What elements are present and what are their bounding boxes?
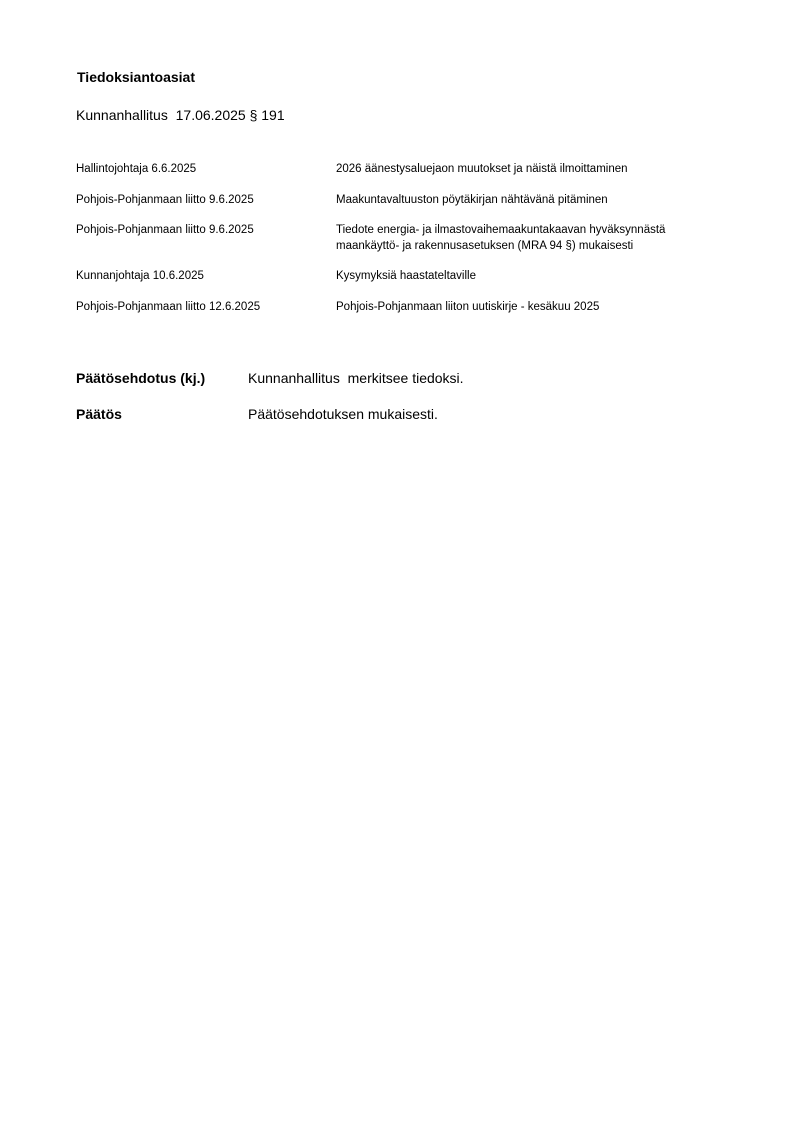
decision-label: Päätös [76, 406, 122, 422]
item-subject: Pohjois-Pohjanmaan liiton uutiskirje - kesäkuu 2025 [336, 301, 600, 313]
item-subject: Tiedote energia- ja ilmastovaihemaakuntakaavan hyväksynnästä maankäyttö- ja rakennusasetuksen (MRA 94 §) mukaisesti [336, 224, 666, 252]
item-sender: Pohjois-Pohjanmaan liitto 9.6.2025 [76, 194, 254, 206]
decision-text: Päätösehdotuksen mukaisesti. [248, 406, 438, 422]
item-subject: Maakuntavaltuuston pöytäkirjan nähtävänä pitäminen [336, 194, 608, 206]
item-sender: Hallintojohtaja 6.6.2025 [76, 163, 197, 175]
item-subject: 2026 äänestysaluejaon muutokset ja näistä ilmoittaminen [336, 163, 628, 175]
proposal-label: Päätösehdotus (kj.) [76, 370, 206, 386]
decision-row [76, 405, 726, 425]
item-sender: Pohjois-Pohjanmaan liitto 12.6.2025 [76, 301, 261, 313]
item-sender: Kunnanjohtaja 10.6.2025 [76, 270, 204, 282]
document-heading: Tiedoksiantoasiat [77, 69, 196, 85]
proposal-text: Kunnanhallitus merkitsee tiedoksi. [248, 370, 464, 386]
meeting-reference: Kunnanhallitus 17.06.2025 § 191 [76, 107, 285, 123]
item-sender: Pohjois-Pohjanmaan liitto 9.6.2025 [76, 224, 254, 236]
item-subject: Kysymyksiä haastateltaville [336, 270, 476, 282]
proposal-row [76, 369, 726, 389]
